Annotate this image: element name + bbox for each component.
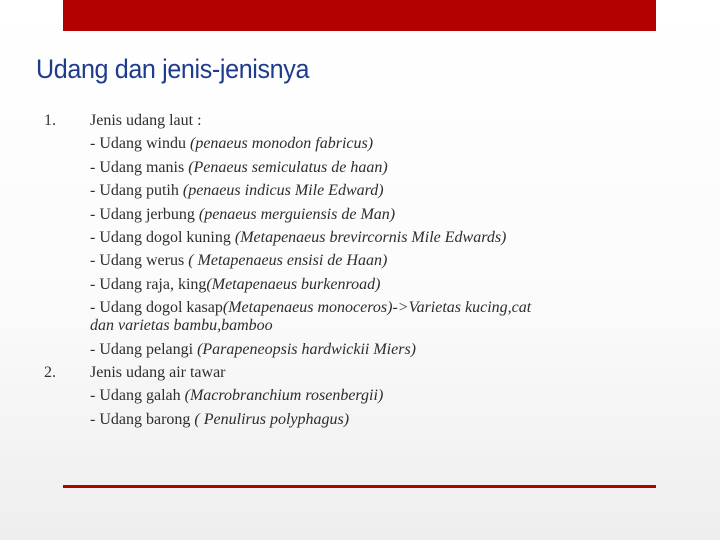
species-latin-name: (penaeus monodon fabricus): [189, 135, 374, 153]
species-name: - Udang putih: [90, 182, 183, 200]
species-latin-name: (Metapenaeus monoceros)->Varietas kucing,cat: [222, 299, 532, 317]
list-heading: Jenis udang laut :: [90, 112, 202, 129]
species-latin-name: (Metapenaeus burkenroad): [206, 275, 381, 293]
species-name: - Udang barong: [90, 410, 195, 428]
species-name: - Udang galah: [90, 387, 185, 405]
species-name: - Udang manis: [90, 158, 189, 176]
species-entry: [90, 179, 684, 202]
species-entry: [90, 132, 684, 155]
species-entry: [90, 226, 684, 249]
slide-title: Udang dan jenis-jenisnya: [36, 54, 310, 84]
species-entry: [90, 296, 684, 334]
species-name: - Udang werus: [90, 252, 189, 270]
top-accent-bar: [63, 0, 656, 31]
species-entry: [90, 273, 684, 296]
species-latin-name: (Macrobranchium rosenbergii): [184, 387, 384, 405]
list-number: 2.: [44, 364, 56, 382]
species-latin-name: ( Penulirus polyphagus): [194, 410, 350, 428]
species-entry: [90, 203, 684, 226]
species-latin-name: (penaeus indicus Mile Edward): [182, 182, 384, 200]
species-entry: [90, 156, 684, 179]
species-entry: [90, 384, 684, 407]
species-name: - Udang pelangi: [90, 340, 198, 358]
species-latin-name: (Penaeus semiculatus de haan): [188, 158, 388, 176]
list-item-body: [90, 109, 684, 361]
species-entry: [90, 249, 684, 272]
species-name: - Udang windu: [90, 135, 190, 153]
list-number: 1.: [44, 112, 56, 129]
list-item-freshwater-shrimp: [44, 361, 684, 431]
species-latin-name: (Metapenaeus brevircornis Mile Edwards): [234, 229, 507, 247]
species-latin-name: (Parapeneopsis hardwickii Miers): [197, 340, 417, 358]
species-latin-name: ( Metapenaeus ensisi de Haan): [188, 252, 388, 270]
bottom-accent-line: [63, 485, 656, 488]
list-item-sea-shrimp: [44, 109, 684, 361]
species-name: - Udang jerbung: [90, 205, 199, 223]
species-entry: [90, 408, 684, 431]
species-name: - Udang dogol kasap: [90, 299, 223, 317]
list-item-body: [90, 361, 684, 431]
species-name: - Udang dogol kuning: [90, 229, 235, 247]
species-entry-continuation: dan varietas bambu,bamboo: [90, 316, 273, 334]
species-name: - Udang raja, king: [90, 275, 207, 293]
species-latin-name: (penaeus merguiensis de Man): [198, 205, 396, 223]
list-heading: Jenis udang air tawar: [90, 364, 226, 382]
species-list: [44, 109, 684, 431]
species-entry: [90, 338, 684, 361]
